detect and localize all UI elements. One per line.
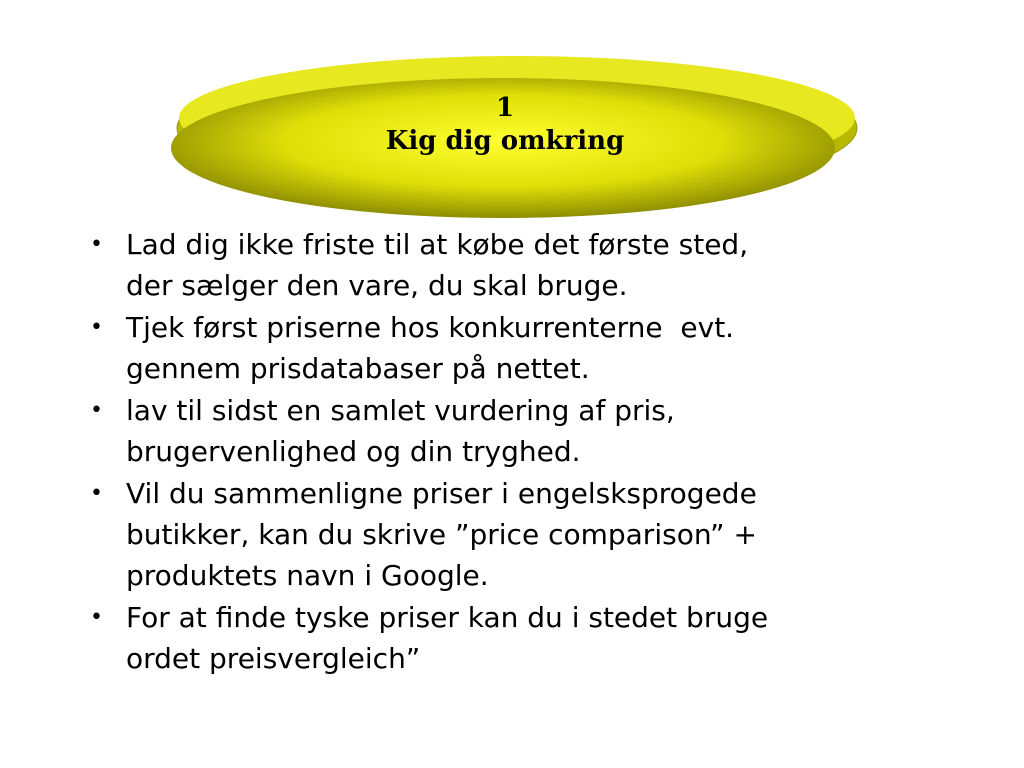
title-badge	[165, 40, 865, 220]
bullet-item-5	[84, 597, 984, 679]
bullet-icon: •	[90, 232, 103, 257]
bullet-line: gennem prisdatabaser på nettet.	[126, 352, 590, 385]
bullet-item-2	[84, 307, 984, 389]
bullet-line: Lad dig ikke friste til at købe det første sted,	[126, 228, 749, 261]
bullet-item-4	[84, 473, 984, 596]
bullet-line: butikker, kan du skrive ”price comparison” +	[126, 518, 757, 551]
bullet-line: produktets navn i Google.	[126, 559, 489, 592]
bullet-line: lav til sidst en samlet vurdering af pris,	[126, 394, 675, 427]
bullet-item-3	[84, 390, 984, 472]
slide-title	[165, 92, 845, 158]
bullet-list	[84, 224, 984, 680]
bullet-icon: •	[90, 481, 103, 506]
bullet-icon: •	[90, 605, 103, 630]
bullet-line: Vil du sammenligne priser i engelsksprogede	[126, 477, 757, 510]
slide-title-number: 1	[495, 93, 515, 123]
bullet-line: brugervenlighed og din tryghed.	[126, 435, 581, 468]
bullet-icon: •	[90, 315, 103, 340]
bullet-line: For at finde tyske priser kan du i stedet bruge	[126, 601, 769, 634]
bullet-line: Tjek først priserne hos konkurrenterne evt.	[126, 311, 735, 344]
bullet-line: ordet preisvergleich”	[126, 642, 421, 675]
bullet-icon: •	[90, 398, 103, 423]
bullet-item-1	[84, 224, 984, 306]
bullet-line: der sælger den vare, du skal bruge.	[126, 269, 628, 302]
slide-title-text: Kig dig omkring	[385, 126, 625, 156]
